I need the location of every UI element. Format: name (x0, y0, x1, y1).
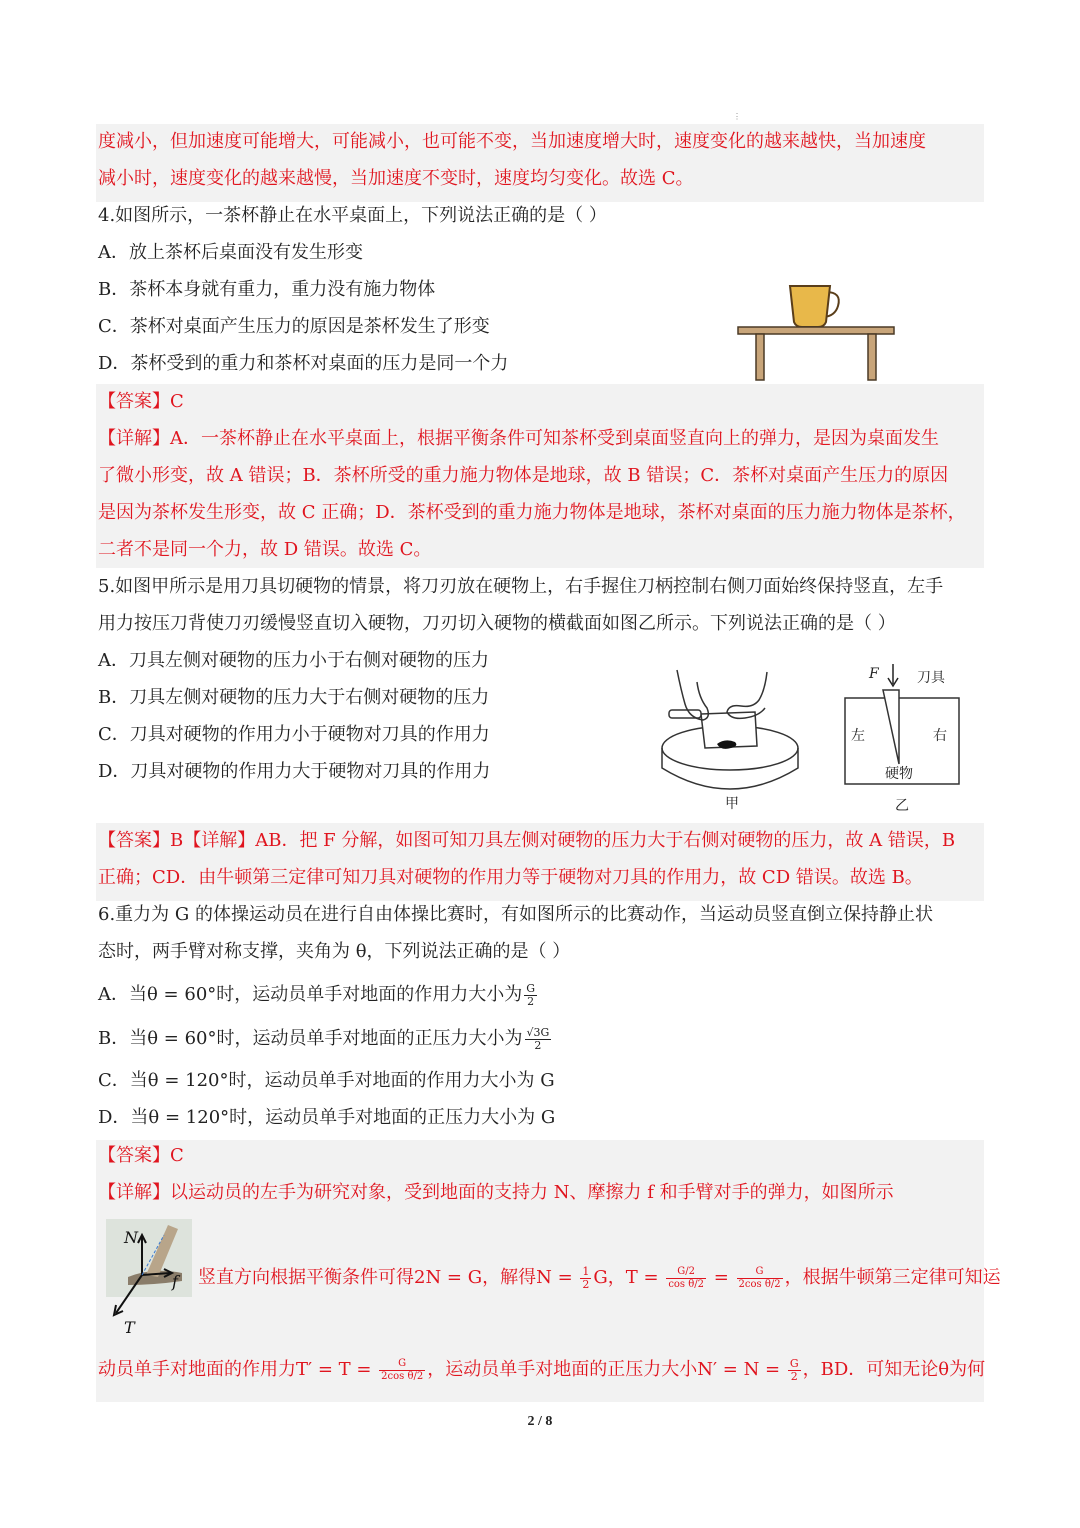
figure-jia-cutting (655, 660, 805, 820)
q6-equation-line-2: 动员单手对地面的作用力T′ = T = $\frac{G}{\text{2cos θ/2}}$ ，运动员单手对地面的正压力大小N′ = N = $\frac{G}{2}$ ，BD．可知无论θ为何 (98, 1356, 986, 1383)
figure-yi-cross-section (835, 660, 975, 820)
q4-detail-line-4: 二者不是同一个力，故 D 错误。故选 C。 (98, 539, 432, 560)
left-label: 左 (851, 728, 865, 744)
q5-answer-line-2: 正确；CD．由牛顿第三定律可知刀具对硬物的作用力等于硬物对刀具的作用力，故 CD 错误。故选 B。 (98, 867, 923, 888)
q6-option-b-fraction: $\frac{√3G}{2}$ (526, 1025, 550, 1052)
cup-on-table-figure (730, 280, 910, 385)
q5-stem-line-2: 用力按压刀背使刀刃缓慢竖直切入硬物，刀刃切入硬物的横截面如图乙所示。下列说法正确的是（ ） (98, 613, 896, 634)
q4-option-c: C．茶杯对桌面产生压力的原因是茶杯发生了形变 (98, 316, 490, 337)
q4-stem: 4.如图所示，一茶杯静止在水平桌面上，下列说法正确的是（ ） (98, 205, 607, 226)
top-mark: ⋮ (733, 112, 741, 121)
q5-option-c: C．刀具对硬物的作用力小于硬物对刀具的作用力 (98, 724, 490, 745)
q4-option-d: D．茶杯受到的重力和茶杯对桌面的压力是同一个力 (98, 353, 509, 374)
right-hand (727, 672, 767, 718)
knife-handle (669, 710, 701, 718)
q6-equation-line-1: 竖直方向根据平衡条件可得2N = G，解得N = $\frac{1}{2}$ G，T = $\frac{G/2}{\text{cos θ/2}}$ = $\frac{G}{\text{2cos θ/2}}$ ，根据牛顿第三定律可知运 (198, 1264, 1001, 1291)
page-number: 2 / 8 (527, 1414, 553, 1429)
q4-option-b: B．茶杯本身就有重力，重力没有施力物体 (98, 279, 436, 300)
q6-option-a (98, 977, 539, 1013)
q4-detail-line-1: 【详解】A．一茶杯静止在水平桌面上，根据平衡条件可知茶杯受到桌面竖直向上的弹力，是因为桌面发生 (98, 428, 939, 449)
force-label: F (869, 666, 879, 682)
right-label: 右 (933, 728, 947, 744)
table-leg-right (868, 334, 876, 380)
table-top (738, 327, 894, 334)
force-diagram-hand (98, 1215, 198, 1337)
object-label: 硬物 (885, 766, 913, 782)
cup-body (790, 286, 830, 327)
q4-option-a: A．放上茶杯后桌面没有发生形变 (98, 242, 363, 263)
q5-option-a: A．刀具左侧对硬物的压力小于右侧对硬物的压力 (98, 650, 489, 671)
q6-option-a-fraction: $\frac{G}{2}$ (526, 981, 536, 1008)
q6-option-c: C．当θ = 120°时，运动员单手对地面的作用力大小为 G (98, 1070, 555, 1091)
q6-detail-line-1: 【详解】以运动员的左手为研究对象，受到地面的支持力 N、摩擦力 f 和手臂对手的弹力，如图所示 (98, 1182, 894, 1203)
label-N: N (124, 1228, 138, 1247)
prev-detail-line-2: 减小时，速度变化的越来越慢，当加速度不变时，速度均匀变化。故选 C。 (98, 168, 694, 189)
q6-option-b-text: B．当θ = 60°时，运动员单手对地面的正压力大小为 (98, 1028, 523, 1049)
q6-option-a-text: A．当θ = 60°时，运动员单手对地面的作用力大小为 (98, 984, 523, 1005)
q6-option-d: D．当θ = 120°时，运动员单手对地面的正压力大小为 G (98, 1107, 556, 1128)
q5-option-d: D．刀具对硬物的作用力大于硬物对刀具的作用力 (98, 761, 491, 782)
q4-detail-line-2: 了微小形变，故 A 错误；B．茶杯所受的重力施力物体是地球，故 B 错误；C．茶杯对桌面产生压力的原因 (98, 465, 949, 486)
q4-answer: 【答案】C (98, 391, 184, 412)
tool-label: 刀具 (917, 670, 945, 686)
q5-option-b: B．刀具左侧对硬物的压力大于右侧对硬物的压力 (98, 687, 490, 708)
figure-jia-label: 甲 (725, 796, 739, 812)
q6-stem-line-2: 态时，两手臂对称支撑，夹角为 θ，下列说法正确的是（ ） (98, 941, 571, 962)
q6-option-b (98, 1021, 553, 1057)
q5-stem-line-1: 5.如图甲所示是用刀具切硬物的情景，将刀刃放在硬物上，右手握住刀柄控制右侧刀面始终保持竖直，左手 (98, 576, 944, 597)
prev-detail-line-1: 度减小，但加速度可能增大，可能减小，也可能不变，当加速度增大时，速度变化的越来越快，当加速度 (98, 131, 926, 152)
q6-answer: 【答案】C (98, 1145, 184, 1166)
label-T: T (124, 1318, 135, 1337)
q6-stem-line-1: 6.重力为 G 的体操运动员在进行自由体操比赛时，有如图所示的比赛动作，当运动员竖直倒立保持静止状 (98, 904, 933, 925)
q5-answer-line-1: 【答案】B【详解】AB．把 F 分解，如图可知刀具左侧对硬物的压力大于右侧对硬物的压力，故 A 错误，B (98, 830, 956, 851)
q4-detail-line-3: 是因为茶杯发生形变，故 C 正确；D．茶杯受到的重力施力物体是地球，茶杯对桌面的压力施力物体是茶杯， (98, 502, 966, 523)
table-leg-left (756, 334, 764, 380)
figure-yi-label: 乙 (895, 798, 909, 814)
label-f: f (172, 1272, 178, 1291)
